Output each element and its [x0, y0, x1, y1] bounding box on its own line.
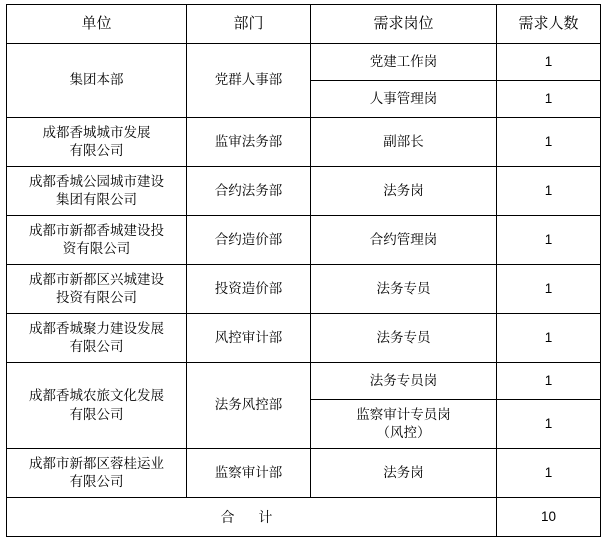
table-row: [7, 265, 601, 314]
table-row: [7, 167, 601, 216]
cell-department: 合约造价部: [187, 216, 311, 265]
cell-position: 监察审计专员岗 （风控）: [311, 400, 497, 449]
cell-position: 人事管理岗: [311, 81, 497, 118]
total-value: 10: [497, 498, 601, 537]
cell-unit: 成都市新都香城建设投 资有限公司: [7, 216, 187, 265]
table-row: [7, 44, 601, 81]
table-header: [7, 5, 601, 44]
recruitment-table: [6, 4, 601, 537]
table-body: [7, 44, 601, 498]
table-row: [7, 363, 601, 400]
column-header-position: 需求岗位: [311, 5, 497, 44]
cell-position: 法务专员: [311, 265, 497, 314]
total-label-text: 合 计: [220, 508, 283, 525]
cell-position: 法务岗: [311, 449, 497, 498]
cell-headcount: 1: [497, 81, 601, 118]
cell-department: 党群人事部: [187, 44, 311, 118]
cell-department: 法务风控部: [187, 363, 311, 449]
cell-position: 合约管理岗: [311, 216, 497, 265]
cell-position: 法务专员岗: [311, 363, 497, 400]
cell-position: 法务专员: [311, 314, 497, 363]
cell-position: 党建工作岗: [311, 44, 497, 81]
cell-department: 投资造价部: [187, 265, 311, 314]
table-row: [7, 216, 601, 265]
cell-department: 合约法务部: [187, 167, 311, 216]
cell-headcount: 1: [497, 216, 601, 265]
cell-headcount: 1: [497, 314, 601, 363]
cell-department: 监审法务部: [187, 118, 311, 167]
cell-unit: 成都香城农旅文化发展 有限公司: [7, 363, 187, 449]
total-label: [7, 498, 497, 537]
cell-position: 副部长: [311, 118, 497, 167]
cell-headcount: 1: [497, 400, 601, 449]
cell-department: 监察审计部: [187, 449, 311, 498]
cell-unit: 成都市新都区兴城建设 投资有限公司: [7, 265, 187, 314]
table-footer: [7, 498, 601, 537]
cell-headcount: 1: [497, 167, 601, 216]
table-row: [7, 118, 601, 167]
cell-department: 风控审计部: [187, 314, 311, 363]
table-row: [7, 449, 601, 498]
column-header-department: 部门: [187, 5, 311, 44]
cell-unit: 成都香城公园城市建设 集团有限公司: [7, 167, 187, 216]
total-row: [7, 498, 601, 537]
cell-headcount: 1: [497, 449, 601, 498]
cell-unit: 集团本部: [7, 44, 187, 118]
table-header-row: [7, 5, 601, 44]
cell-headcount: 1: [497, 118, 601, 167]
cell-unit: 成都市新都区蓉桂运业 有限公司: [7, 449, 187, 498]
cell-headcount: 1: [497, 265, 601, 314]
cell-position: 法务岗: [311, 167, 497, 216]
column-header-unit: 单位: [7, 5, 187, 44]
column-header-headcount: 需求人数: [497, 5, 601, 44]
cell-headcount: 1: [497, 363, 601, 400]
table-row: [7, 314, 601, 363]
cell-headcount: 1: [497, 44, 601, 81]
cell-unit: 成都香城聚力建设发展 有限公司: [7, 314, 187, 363]
cell-unit: 成都香城城市发展 有限公司: [7, 118, 187, 167]
